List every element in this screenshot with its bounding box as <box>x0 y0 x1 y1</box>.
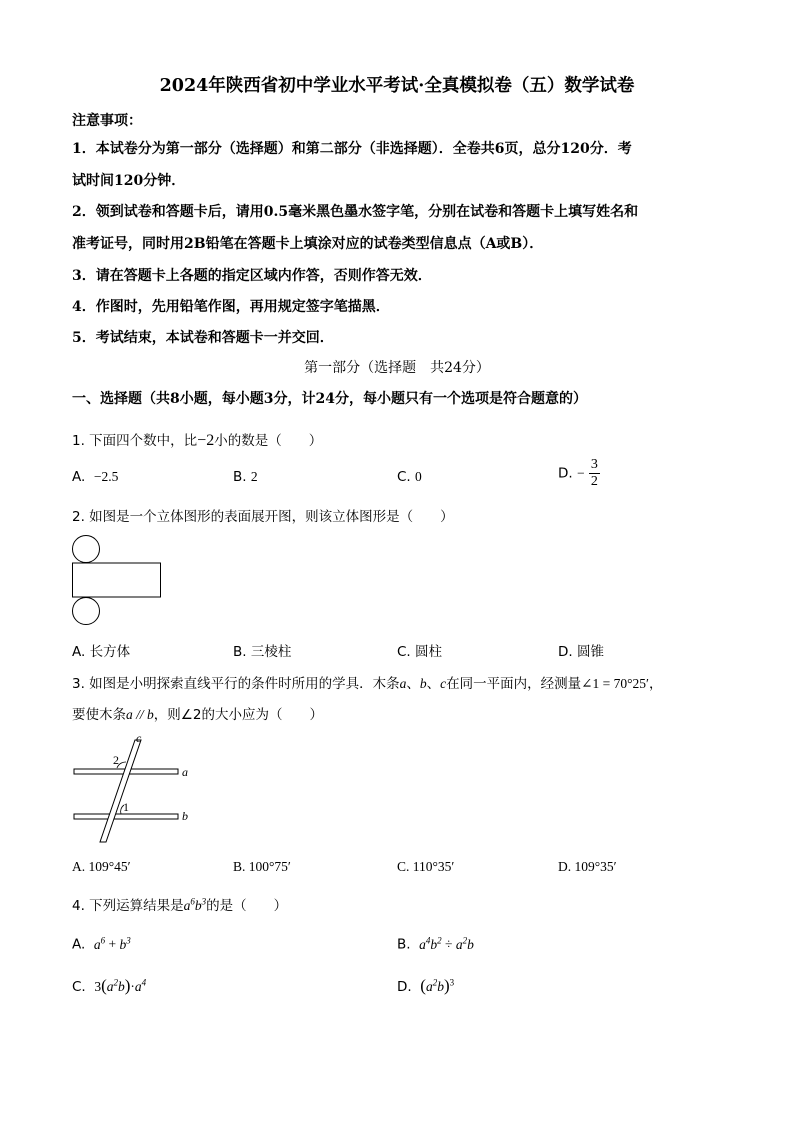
net-bottom-circle <box>73 598 100 625</box>
bar-c <box>100 740 141 842</box>
q1-option-b[interactable]: B. 2 <box>233 469 258 485</box>
q2-option-b[interactable]: B. 三棱柱 <box>233 644 292 660</box>
q3-option-b[interactable]: B. 100°75′ <box>233 859 291 874</box>
part1-heading: 第一部分（选择题 共24分） <box>304 360 490 376</box>
q4-option-b[interactable]: B. $a^4b^2 \div a^2b$ <box>397 935 474 953</box>
q4-option-a[interactable]: A. $a^6 + b^3$ <box>72 935 131 953</box>
q4-option-d[interactable]: D. $(a^2b)^3$ <box>397 976 455 995</box>
q3-parallel-figure <box>70 730 200 846</box>
net-top-circle <box>73 536 100 563</box>
q2-option-a[interactable]: A. 长方体 <box>72 644 131 660</box>
note-line-6: 4．作图时，先用铅笔作图，再用规定签字笔描黑． <box>72 299 390 315</box>
q3-option-d[interactable]: D. 109°35′ <box>558 859 617 874</box>
net-rectangle <box>73 563 161 597</box>
label-angle-1: 1 <box>123 800 129 814</box>
note-line-5: 3．请在答题卡上各题的指定区域内作答，否则作答无效． <box>72 268 432 284</box>
label-c: c <box>136 731 142 745</box>
q1-option-a[interactable]: A. −2.5 <box>72 469 119 485</box>
q3-option-c[interactable]: C. 110°35′ <box>397 859 455 874</box>
page-title: 2024年陕西省初中学业水平考试·全真模拟卷（五）数学试卷 <box>159 76 635 96</box>
label-angle-2: 2 <box>113 753 119 767</box>
bar-b <box>74 814 178 819</box>
q2-option-d[interactable]: D. 圆锥 <box>558 644 604 660</box>
q1-stem: 1. 下面四个数中，比−2小的数是（ ） <box>72 432 323 449</box>
note-line-3: 2．领到试卷和答题卡后，请用0.5毫米黑色墨水签字笔，分别在试卷和答题卡上填写姓名和 <box>72 204 639 220</box>
note-line-4: 准考证号，同时用2B铅笔在答题卡上填涂对应的试卷类型信息点（A或B）． <box>72 236 544 252</box>
q2-option-c[interactable]: C. 圆柱 <box>397 644 443 660</box>
q1-option-c[interactable]: C. 0 <box>397 469 422 485</box>
q3-stem-line2: 要使木条a // b，则∠2的大小应为（ ） <box>72 707 323 723</box>
q3-option-a[interactable]: A. 109°45′ <box>72 859 131 874</box>
q2-stem: 2. 如图是一个立体图形的表面展开图，则该立体图形是（ ） <box>72 509 454 525</box>
q3-stem-line1: 3. 如图是小明探索直线平行的条件时所用的学具．木条a、b、c在同一平面内，经测量∠1 = 70°25′， <box>72 676 663 692</box>
note-line-2: 试时间120分钟． <box>72 173 186 189</box>
q2-net-figure <box>70 534 166 630</box>
note-line-1: 1．本试卷分为第一部分（选择题）和第二部分（非选择题）．全卷共6页，总分120分．考 <box>72 141 632 157</box>
notes-heading: 注意事项： <box>72 113 142 129</box>
label-a: a <box>182 765 188 779</box>
note-line-7: 5．考试结束，本试卷和答题卡一并交回． <box>72 330 334 346</box>
q4-stem: 4. 下列运算结果是$a^6b^3$的是（ ） <box>72 896 288 914</box>
q1-option-d[interactable]: D. − $\frac{3}{2}$ <box>558 457 598 489</box>
label-b: b <box>182 809 188 823</box>
section1-heading: 一、选择题（共8小题，每小题3分，计24分，每小题只有一个选项是符合题意的） <box>72 391 587 407</box>
q4-option-c[interactable]: C. $3(a^2b)\cdot a^4$ <box>72 976 147 995</box>
